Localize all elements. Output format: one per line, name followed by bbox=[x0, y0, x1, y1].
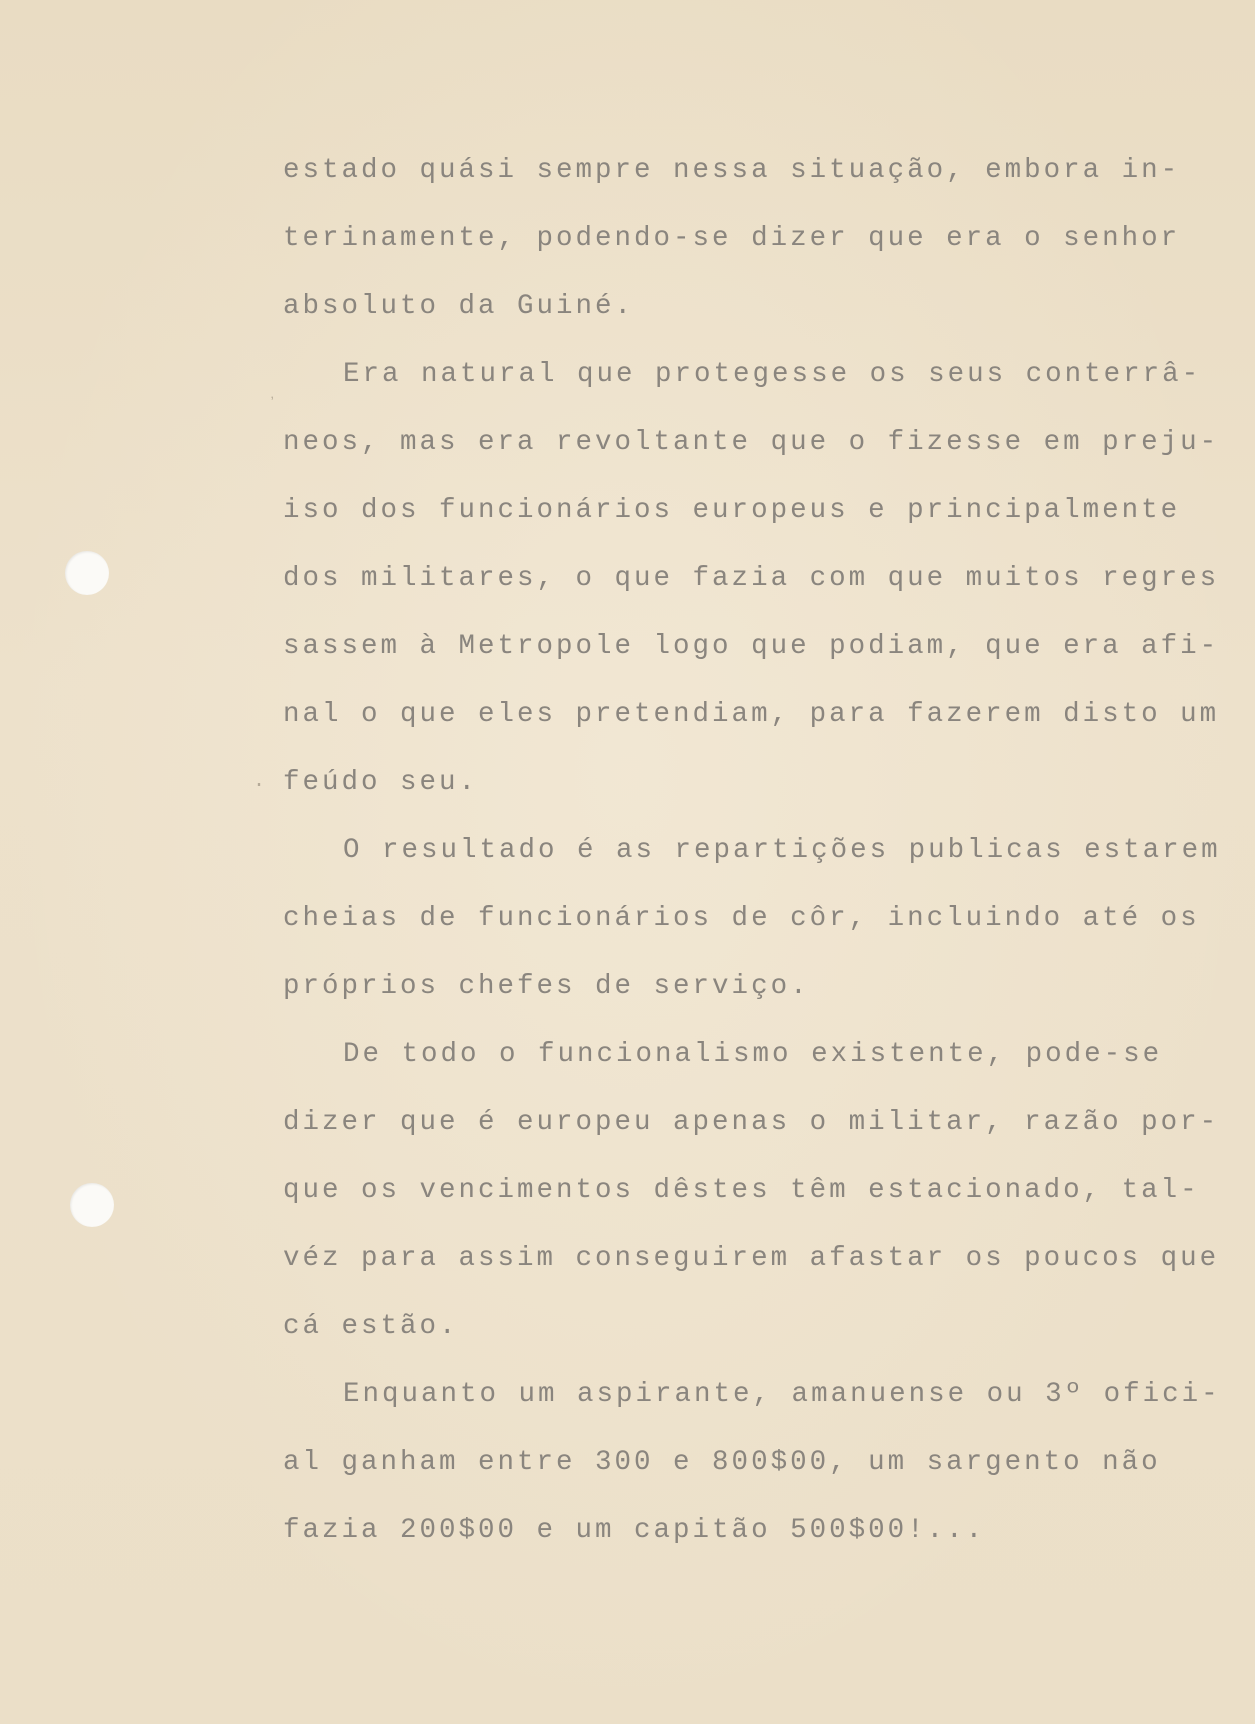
margin-pencil-mark: ʼ bbox=[268, 396, 277, 412]
text-line: véz para assim conseguirem afastar os poucos que bbox=[283, 1243, 1220, 1274]
text-line: dizer que é europeu apenas o militar, razão por- bbox=[283, 1107, 1220, 1138]
text-line: iso dos funcionários europeus e principalmente bbox=[283, 495, 1181, 526]
text-line: cheias de funcionários de côr, incluindo até os bbox=[283, 903, 1200, 934]
text-line: cá estão. bbox=[283, 1311, 459, 1342]
text-line: O resultado é as repartições publicas estarem bbox=[343, 835, 1221, 866]
punch-hole-bottom bbox=[70, 1183, 114, 1227]
text-line: fazia 200$00 e um capitão 500$00!... bbox=[283, 1515, 986, 1546]
text-line: dos militares, o que fazia com que muitos regres bbox=[283, 563, 1220, 594]
text-line: Era natural que protegesse os seus conterrâ- bbox=[343, 359, 1202, 390]
text-line: próprios chefes de serviço. bbox=[283, 971, 810, 1002]
punch-hole-top bbox=[65, 551, 109, 595]
text-line: sassem à Metropole logo que podiam, que era afi- bbox=[283, 631, 1220, 662]
text-line: estado quási sempre nessa situação, embora in- bbox=[283, 155, 1181, 186]
text-line: que os vencimentos dêstes têm estacionado, tal- bbox=[283, 1175, 1200, 1206]
text-line: feúdo seu. bbox=[283, 767, 479, 798]
text-line: neos, mas era revoltante que o fizesse em preju- bbox=[283, 427, 1220, 458]
margin-dot-mark: . bbox=[253, 770, 266, 793]
text-line: nal o que eles pretendiam, para fazerem disto um bbox=[283, 699, 1220, 730]
text-line: Enquanto um aspirante, amanuense ou 3º ofici- bbox=[343, 1379, 1221, 1410]
text-line: al ganham entre 300 e 800$00, um sargento não bbox=[283, 1447, 1161, 1478]
text-line: terinamente, podendo-se dizer que era o senhor bbox=[283, 223, 1181, 254]
text-line: De todo o funcionalismo existente, pode-se bbox=[343, 1039, 1163, 1070]
document-body bbox=[283, 152, 1243, 1580]
text-line: absoluto da Guiné. bbox=[283, 291, 635, 322]
